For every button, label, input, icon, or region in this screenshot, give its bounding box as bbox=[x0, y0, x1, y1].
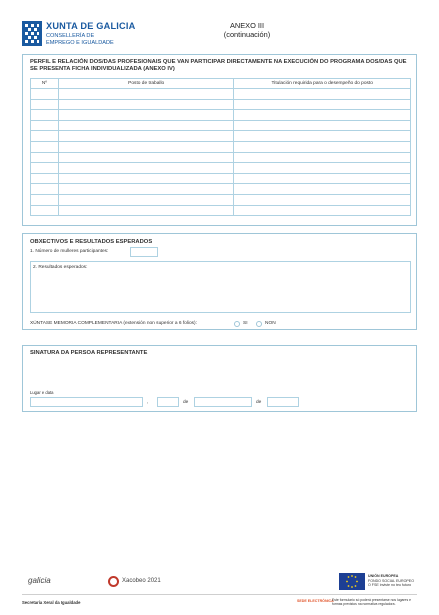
eu-fund-text bbox=[368, 574, 418, 588]
job-cell[interactable] bbox=[58, 141, 234, 152]
number-cell[interactable] bbox=[31, 194, 59, 205]
job-cell[interactable] bbox=[58, 110, 234, 121]
objectives-section-title: OBXECTIVOS E RESULTADOS ESPERADOS bbox=[30, 239, 153, 245]
qualification-cell[interactable] bbox=[234, 163, 411, 174]
number-cell[interactable] bbox=[31, 110, 59, 121]
table-row bbox=[31, 173, 411, 184]
annex-subtitle: (continuación) bbox=[223, 30, 271, 39]
org-dept-line1: CONSELLERÍA DE bbox=[46, 33, 95, 39]
qualification-cell[interactable] bbox=[234, 205, 411, 216]
date-de-1: de bbox=[183, 400, 189, 405]
job-cell[interactable] bbox=[58, 173, 234, 184]
place-date-label: Lugar e data bbox=[30, 390, 54, 395]
table-row bbox=[31, 163, 411, 174]
galicia-logo: galicia bbox=[28, 576, 51, 585]
org-dept-line2: EMPREGO E IGUALDADE bbox=[46, 39, 114, 46]
number-cell[interactable] bbox=[31, 99, 59, 110]
day-field[interactable] bbox=[157, 397, 179, 407]
sede-electronica-badge: SEDE ELECTRÓNICA bbox=[297, 599, 334, 603]
table-row bbox=[31, 99, 411, 110]
footer-divider bbox=[22, 594, 417, 595]
number-cell[interactable] bbox=[31, 141, 59, 152]
org-name: XUNTA DE GALICIA bbox=[46, 21, 136, 31]
xunta-logo bbox=[22, 20, 142, 52]
number-cell[interactable] bbox=[31, 131, 59, 142]
expected-results-field[interactable] bbox=[30, 261, 411, 313]
table-row bbox=[31, 89, 411, 100]
job-cell[interactable] bbox=[58, 99, 234, 110]
job-cell[interactable] bbox=[58, 89, 234, 100]
table-row bbox=[31, 184, 411, 195]
date-de-2: de bbox=[256, 400, 262, 405]
number-cell[interactable] bbox=[31, 89, 59, 100]
year-field[interactable] bbox=[267, 397, 299, 407]
table-row bbox=[31, 120, 411, 131]
job-cell[interactable] bbox=[58, 120, 234, 131]
profile-section bbox=[22, 54, 417, 226]
qualification-cell[interactable] bbox=[234, 110, 411, 121]
number-cell[interactable] bbox=[31, 120, 59, 131]
xacobeo-logo: Xacobeo 2021 bbox=[122, 578, 161, 584]
number-cell[interactable] bbox=[31, 152, 59, 163]
number-cell[interactable] bbox=[31, 205, 59, 216]
memory-no-label: NON bbox=[265, 321, 276, 326]
job-cell[interactable] bbox=[58, 131, 234, 142]
month-field[interactable] bbox=[194, 397, 252, 407]
eu-title: UNIÓN EUROPEA bbox=[368, 574, 399, 578]
place-field[interactable] bbox=[30, 397, 143, 407]
table-row bbox=[31, 131, 411, 142]
table-row bbox=[31, 152, 411, 163]
eu-fund-line1: FONDO SOCIAL EUROPEO bbox=[368, 578, 414, 583]
women-count-label: 1. Número de mulleres participantes: bbox=[30, 249, 109, 254]
profile-section-title: PERFIL E RELACIÓN DOS/DAS PROFESIONAIS QUE VAN PARTICIPAR DIRECTAMENTE NA EXECUCIÓN DO PROGRAMA DOS/DAS QUE SE PRESENTA FICHA INDIVIDUALIZADA (ANEXO IV) bbox=[30, 59, 407, 72]
profile-table bbox=[30, 78, 411, 216]
eu-flag-icon bbox=[339, 573, 365, 590]
xacobeo-spiral-icon bbox=[108, 576, 119, 587]
objectives-section bbox=[22, 233, 417, 330]
number-cell[interactable] bbox=[31, 173, 59, 184]
table-row bbox=[31, 110, 411, 121]
column-header-qualification: Titulación requirida para o desempeño do posto bbox=[234, 79, 411, 89]
qualification-cell[interactable] bbox=[234, 173, 411, 184]
qualification-cell[interactable] bbox=[234, 184, 411, 195]
qualification-cell[interactable] bbox=[234, 131, 411, 142]
eu-fund-line2: O FSE inviste no teu futuro bbox=[368, 583, 412, 588]
profile-table-body bbox=[31, 89, 411, 216]
document-footer bbox=[22, 570, 417, 612]
expected-results-label: 2. Resultados esperados: bbox=[33, 265, 88, 270]
qualification-cell[interactable] bbox=[234, 152, 411, 163]
annex-title: ANEXO III bbox=[229, 21, 265, 30]
xunta-shield-icon bbox=[22, 21, 42, 46]
qualification-cell[interactable] bbox=[234, 89, 411, 100]
table-row bbox=[31, 194, 411, 205]
annex-heading bbox=[192, 21, 302, 39]
memory-yes-label: SI bbox=[243, 321, 248, 326]
document-header bbox=[22, 20, 422, 54]
eu-stars-icon bbox=[339, 573, 365, 590]
memory-no-radio[interactable] bbox=[256, 321, 262, 327]
complementary-memory-label: XÚNTASE MEMORIA COMPLEMENTARIA (extensión non superior a 6 folios): bbox=[30, 321, 197, 326]
signature-section-title: SINATURA DA PERSOA REPRESENTANTE bbox=[30, 350, 148, 356]
memory-yes-radio[interactable] bbox=[234, 321, 240, 327]
women-count-field[interactable] bbox=[130, 247, 158, 257]
qualification-cell[interactable] bbox=[234, 194, 411, 205]
job-cell[interactable] bbox=[58, 194, 234, 205]
job-cell[interactable] bbox=[58, 205, 234, 216]
department-name: Secretaría Xeral da Igualdade bbox=[22, 600, 81, 605]
qualification-cell[interactable] bbox=[234, 120, 411, 131]
column-header-number: Nº bbox=[31, 79, 59, 89]
job-cell[interactable] bbox=[58, 163, 234, 174]
qualification-cell[interactable] bbox=[234, 99, 411, 110]
sede-electronica-text: Este formulario só poderá presentarse nos lugares e formas previstos na normativa reguladora. bbox=[332, 598, 411, 607]
signature-section bbox=[22, 345, 417, 412]
place-comma: , bbox=[147, 400, 149, 405]
number-cell[interactable] bbox=[31, 184, 59, 195]
profile-table-header bbox=[31, 79, 411, 89]
table-row bbox=[31, 205, 411, 216]
column-header-job: Posto de traballo bbox=[58, 79, 234, 89]
number-cell[interactable] bbox=[31, 163, 59, 174]
job-cell[interactable] bbox=[58, 184, 234, 195]
org-department bbox=[46, 33, 114, 46]
qualification-cell[interactable] bbox=[234, 141, 411, 152]
table-row bbox=[31, 141, 411, 152]
job-cell[interactable] bbox=[58, 152, 234, 163]
